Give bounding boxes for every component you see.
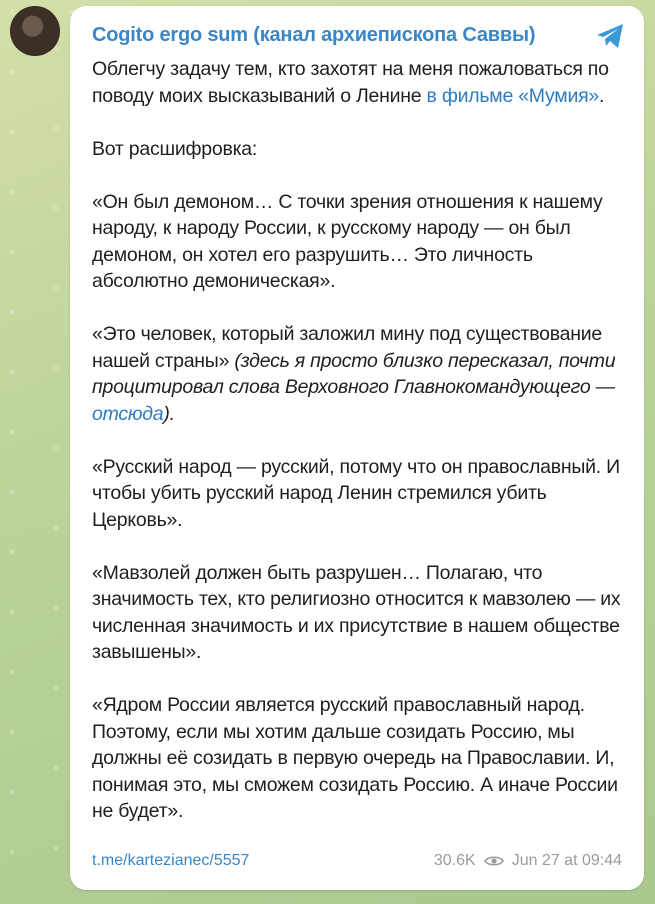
- eye-icon: [484, 854, 504, 868]
- message-meta: [434, 852, 622, 870]
- link-otsyuda[interactable]: отсюда: [92, 402, 164, 425]
- paragraph-quote-4: «Мавзолей должен быть разрушен… Полагаю, что значимость тех, кто религиозно относится к мавзолею — их численная значимость и их присутствие в нашем обществе завышены».: [92, 561, 621, 663]
- paragraph-quote-5: «Ядром России является русский православный народ. Поэтому, если мы хотим дальше созидать Россию, мы должны её созидать в первую очередь на Православии. И, понимая это, мы сможем созидать Россию. А иначе России не будет».: [92, 694, 618, 822]
- channel-avatar[interactable]: [10, 6, 60, 56]
- message-text: [92, 56, 628, 851]
- paragraph-transcript-heading: Вот расшифровка:: [92, 137, 258, 160]
- post-link[interactable]: t.me/kartezianec/5557: [92, 852, 250, 869]
- channel-title[interactable]: Cogito ergo sum (канал архиепископа Саввы): [92, 24, 536, 46]
- message-footer: [92, 852, 622, 874]
- message-date: Jun 27 at 09:44: [511, 852, 622, 869]
- telegram-share-icon[interactable]: [594, 20, 626, 52]
- paragraph-intro: Облегчу задачу тем, кто захотят на меня пожаловаться по поводу моих высказываний о Ленине в фильме «Мумия».: [92, 58, 609, 107]
- link-film-mumiya[interactable]: в фильме «Мумия»: [426, 84, 600, 107]
- message-bubble: [70, 6, 644, 890]
- paragraph-quote-1: «Он был демоном… С точки зрения отношения к нашему народу, к народу России, к русскому народу — он был демоном, он хотел его разрушить… Это личность абсолютно демоническая».: [92, 190, 603, 292]
- paragraph-quote-3: «Русский народ — русский, потому что он православный. И чтобы убить русский народ Ленин стремился убить Церковь».: [92, 455, 620, 531]
- view-count: 30.6K: [433, 852, 476, 869]
- paragraph-quote-2: «Это человек, который заложил мину под существование нашей страны» (здесь я просто близко пересказал, почти процитировал слова Верховного Главнокомандующего — отсюда).: [92, 323, 616, 425]
